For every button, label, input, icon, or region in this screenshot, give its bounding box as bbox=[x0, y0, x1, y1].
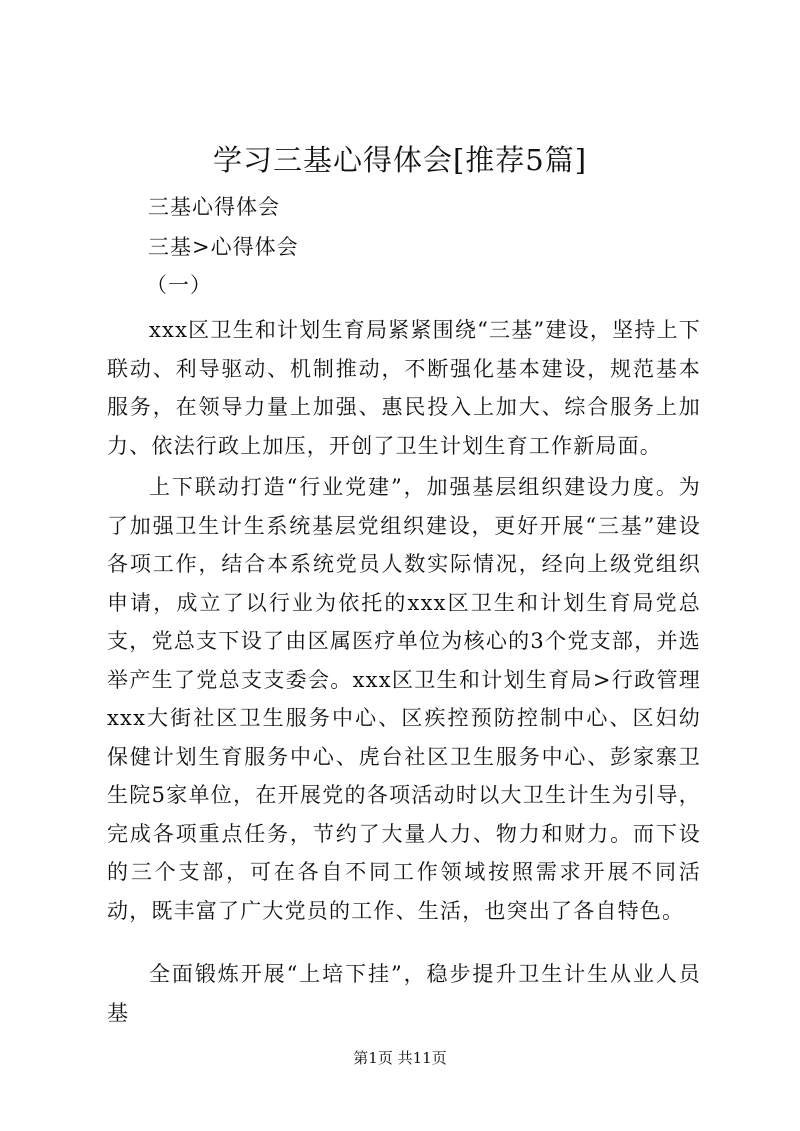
paragraph-1: xxx区卫生和计划生育局紧紧围绕“三基”建设，坚持上下联动、利导驱动、机制推动，不断强化基本建设，规范基本服务，在领导力量上加强、惠民投入上加大、综合服务上加力、依法行政上加压，开创了卫生计划生育工作新局面。 bbox=[107, 318, 701, 458]
page-footer: 第1页 共11页 bbox=[353, 1049, 447, 1067]
subtitle-line-2: 三基>心得体会 bbox=[148, 235, 299, 259]
document-title: 学习三基心得体会[推荐5篇] bbox=[212, 143, 588, 177]
paragraph-2: 上下联动打造“行业党建”，加强基层组织建设力度。为了加强卫生计生系统基层党组织建设，更好开展“三基”建设各项工作，结合本系统党员人数实际情况，经向上级党组织申请，成立了以行业为依托的xxx区卫生和计划生育局党总支，党总支下设了由区属医疗单位为核心的3个党支部，并选举产生了党总支支委会。xxx区卫生和计划生育局>行政管理xxx大街社区卫生服务中心、区疾控预防控制中心、区妇幼保健计划生育服务中心、虎台社区卫生服务中心、彭家寨卫生院5家单位，在开展党的各项活动时以大卫生计生为引导，完成各项重点任务，节约了大量人力、物力和财力。而下设的三个支部，可在各自不同工作领域按照需求开展不同活动，既丰富了广大党员的工作、生活，也突出了各自特色。 bbox=[107, 475, 701, 923]
section-marker: （一） bbox=[146, 273, 212, 297]
subtitle-line-1: 三基心得体会 bbox=[148, 195, 280, 219]
paragraph-3: 全面锻炼开展“上培下挂”，稳步提升卫生计生从业人员基 bbox=[107, 962, 701, 1025]
